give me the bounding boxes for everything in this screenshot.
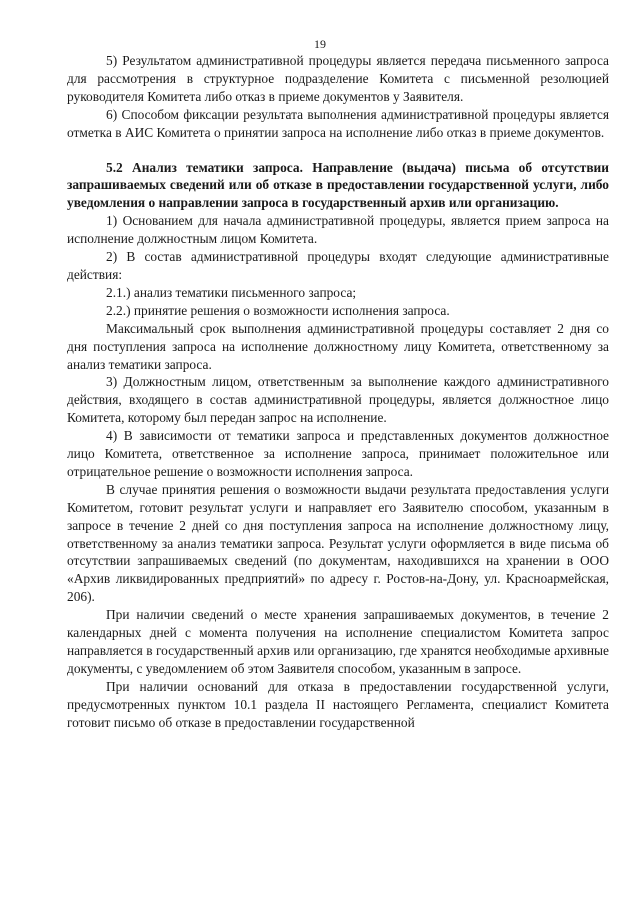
section-heading: 5.2 Анализ тематики запроса. Направление (выдача) письма об отсутствии запрашиваемых сведений или об отказе в предоставлении государственной услуги, либо уведомления о направлении запроса в государственный архив или организацию. [67, 159, 609, 211]
list-item-analysis: 2.1.) анализ тематики письменного запроса; [106, 284, 357, 300]
paragraph-fixation: 6) Способом фиксации результата выполнения административной процедуры является отметка в АИС Комитета о принятии запроса на исполнение либо отказ в приеме документов. [67, 106, 609, 140]
paragraph-positive-decision: В случае принятия решения о возможности выдачи результата предоставления услуги Комитетом, готовит результат услуги и направляет его Заявителю способом, указанным в запросе в течение 2 дней со дня поступления запроса на исполнение должностному лицу, ответственному за анализ тематики запроса. Результат услуги оформляется в виде письма об отсутствии запрашиваемых сведений (по документам, находившихся на хранении в ООО «Архив ликвидированных предприятий» по адресу г. Ростов-на-Дону, ул. Красноармейская, 206). [67, 481, 609, 605]
paragraph-composition: 2) В состав административной процедуры входят следующие административные действия: [67, 249, 609, 282]
paragraph-basis: 1) Основанием для начала административной процедуры, является прием запроса на исполнение должностным лицом Комитета. [67, 213, 609, 247]
list-item-decision: 2.2.) принятие решения о возможности исполнения запроса. [106, 302, 450, 318]
page-number: 19 [314, 37, 326, 51]
paragraph-result: 5) Результатом административной процедуры является передача письменного запроса для рассмотрения в структурное подразделение Комитета с письменной резолюцией руководителя Комитета либо отказ в приеме документов у Заявителя. [67, 53, 609, 104]
paragraph-refusal: При наличии оснований для отказа в предоставлении государственной услуги, предусмотренных пунктом 10.1 раздела II настоящего Регламента, специалист Комитета готовит письмо об отказе в предоставлении государственной [67, 678, 609, 730]
paragraph-storage-info: При наличии сведений о месте хранения запрашиваемых документов, в течение 2 календарных дней с момента получения на исполнение специалистом Комитета запрос направляется в государственный архив или организацию, где хранятся необходимые архивные документы, с уведомлением об этом Заявителя способом, указанным в запросе. [67, 607, 609, 676]
paragraph-max-term: Максимальный срок выполнения административной процедуры составляет 2 дня со дня поступления запроса на исполнение должностному лицу Комитета, ответственному за анализ тематики запроса. [67, 320, 609, 372]
paragraph-dependence: 4) В зависимости от тематики запроса и представленных документов должностное лицо Комитета, ответственное за исполнение запроса, принимает положительное или отрицательное решение о возможности исполнения запроса. [67, 428, 609, 479]
document-body [67, 52, 609, 732]
paragraph-responsible: 3) Должностным лицом, ответственным за выполнение каждого административного действия, входящего в состав административной процедуры, является должностное лицо Комитета, которому был передан запрос на исполнение. [67, 374, 609, 426]
